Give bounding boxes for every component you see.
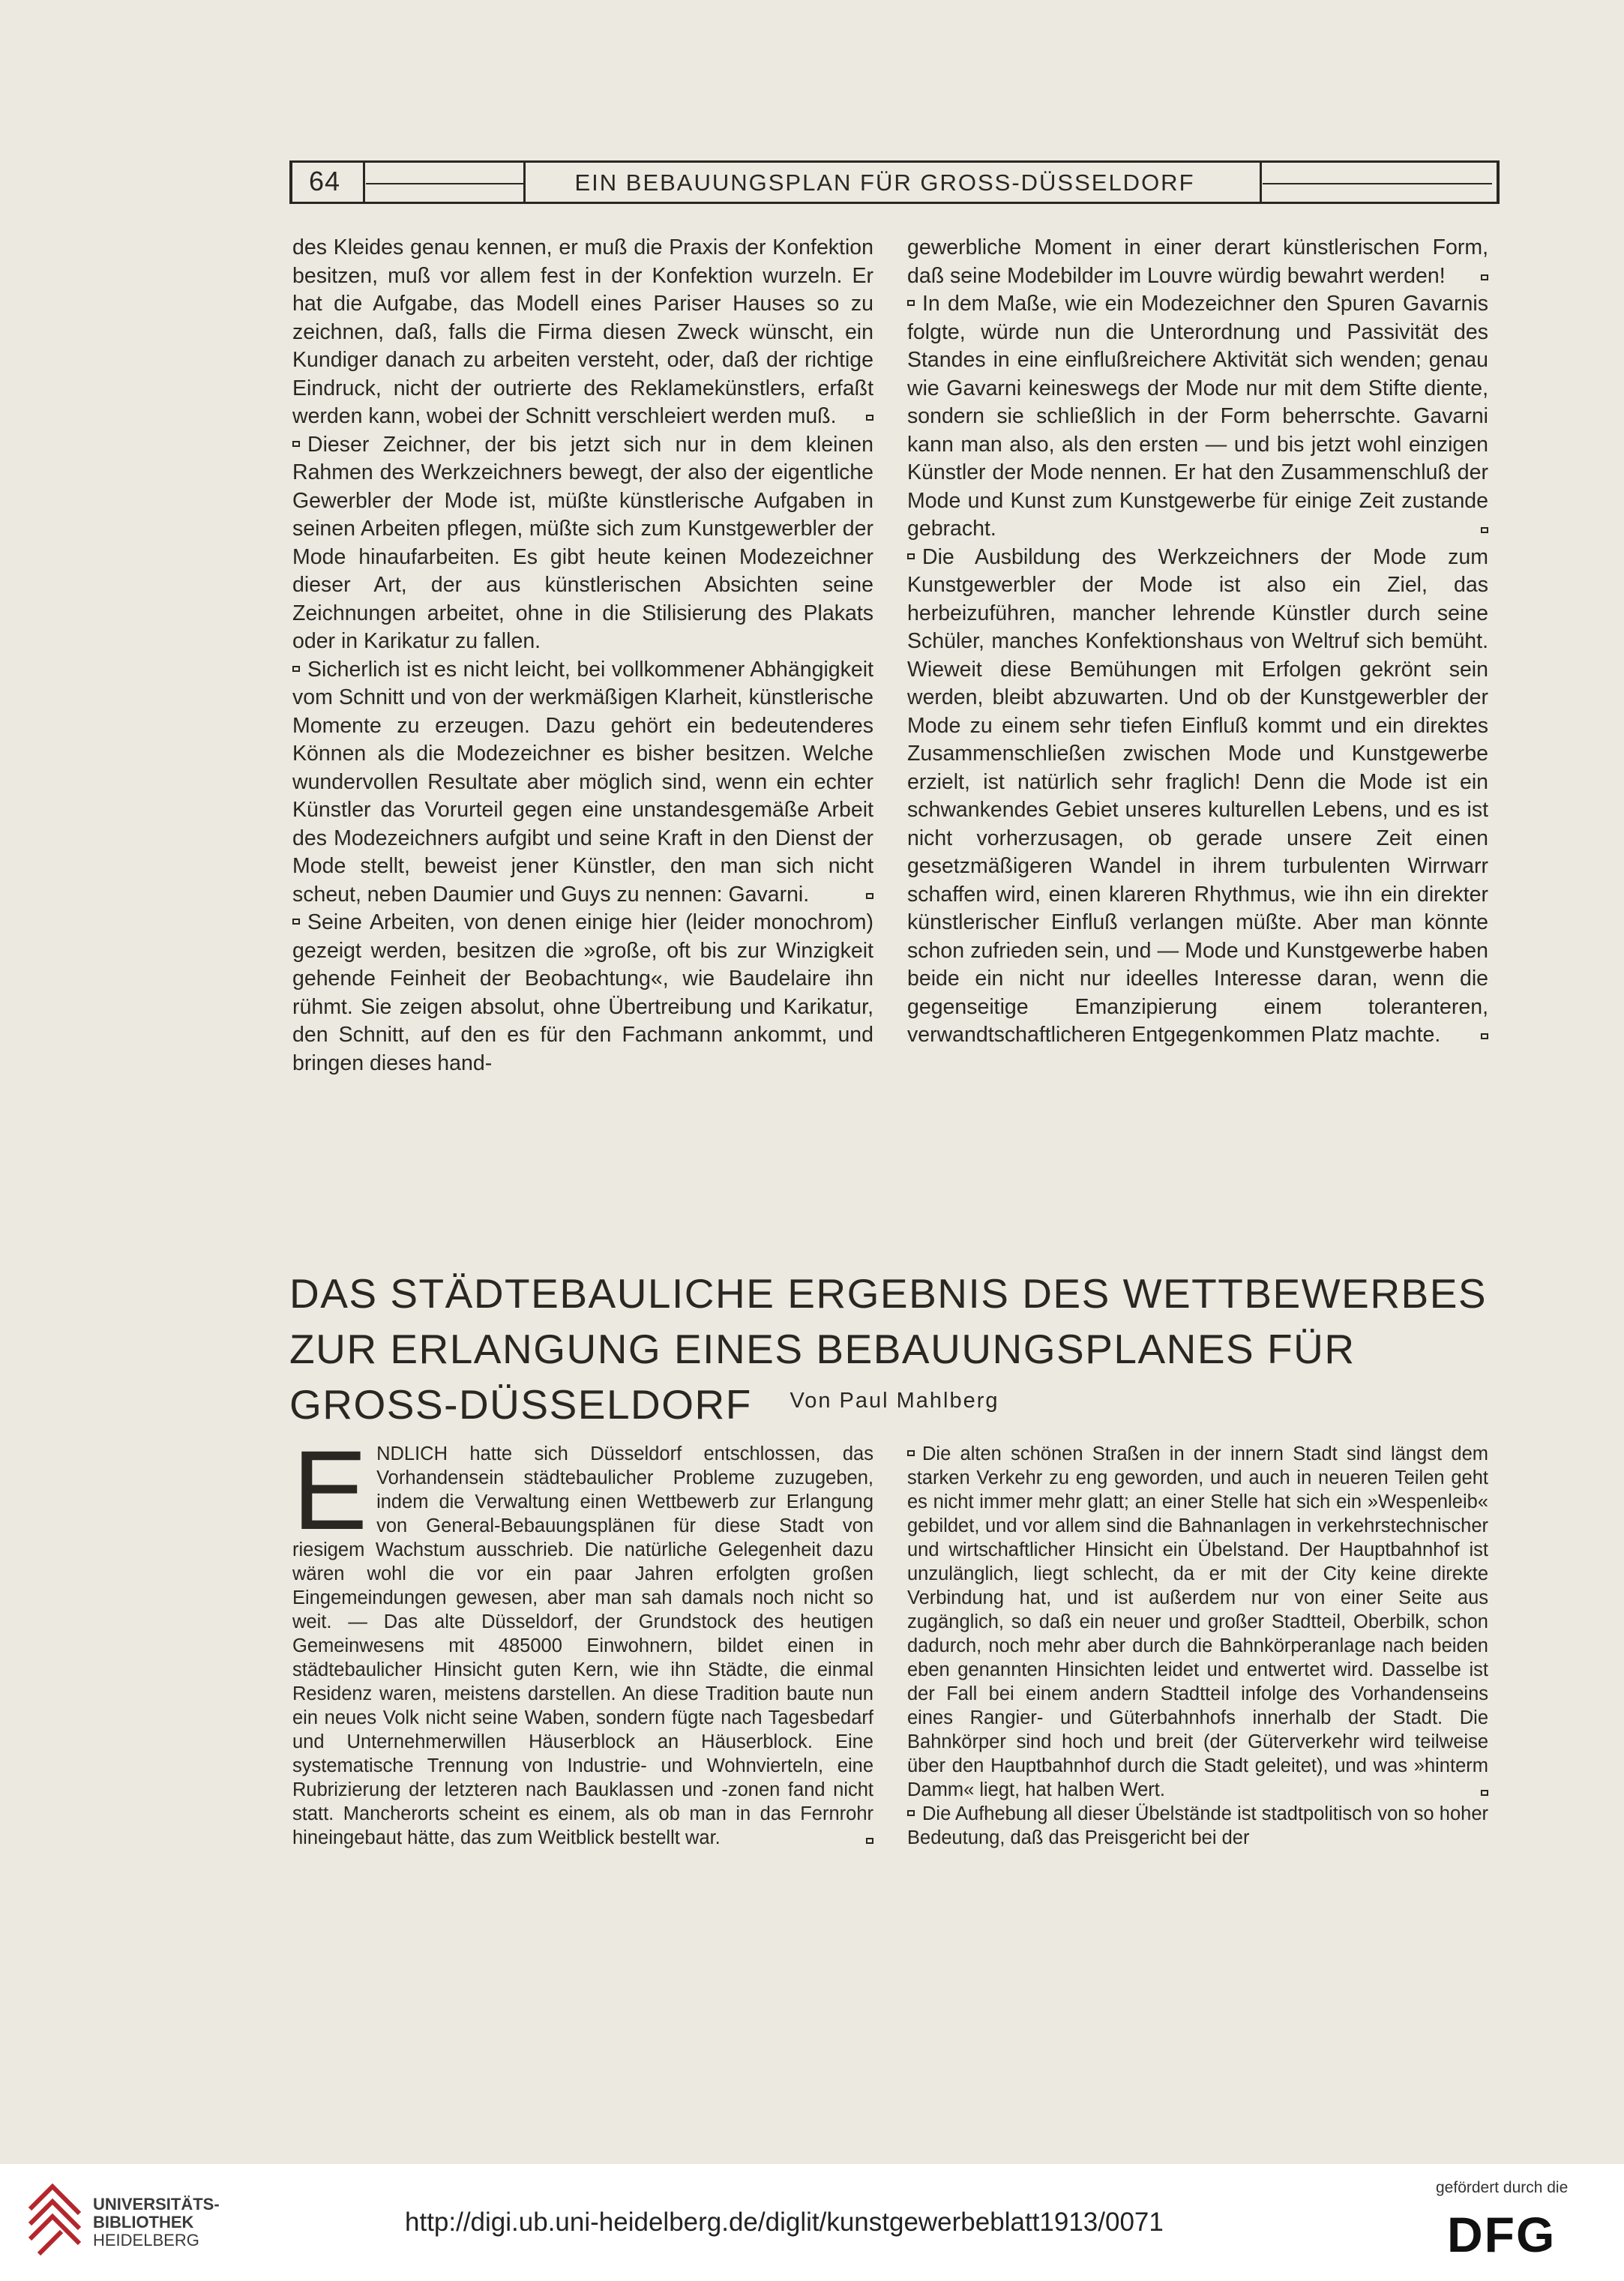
paragraph-mark bbox=[292, 919, 300, 925]
running-title: EIN BEBAUUNGSPLAN FÜR GROSS-DÜSSELDORF bbox=[574, 169, 1195, 196]
paragraph-end-mark bbox=[866, 415, 873, 421]
digitization-footer bbox=[0, 2164, 1624, 2281]
text-column-left bbox=[292, 234, 873, 1078]
header-divider bbox=[1260, 163, 1262, 202]
library-logo-icon bbox=[22, 2179, 87, 2262]
paragraph-end-mark bbox=[1481, 274, 1488, 280]
paragraph: Die Aufhebung all dieser Übelstände ist stadtpolitisch von so hoher Bedeutung, daß das Preisgericht bei der bbox=[907, 1803, 1488, 1848]
paragraph: gewerbliche Moment in einer derart künstlerischen Form, daß seine Modebilder im Louvre würdig bewahrt werden! bbox=[907, 235, 1488, 288]
library-name: UNIVERSITÄTS- BIBLIOTHEK HEIDELBERG bbox=[93, 2195, 220, 2250]
paragraph: des Kleides genau kennen, er muß die Praxis der Konfektion besitzen, muß vor allem fest in der Konfektion wurzeln. Er hat die Aufgabe, das Modell eines Pariser Hauses so zu zeichnen, daß, falls die Firma diesen Zweck wünscht, ein Kundiger danach zu arbeiten versteht, oder, daß der richtige Eindruck, nicht der outrierte des Reklamekünstlers, erfaßt werden kann, wobei der Schnitt verschleiert werden muß. bbox=[292, 235, 873, 428]
paragraph-end-mark bbox=[1481, 1033, 1488, 1039]
paragraph-mark bbox=[907, 1810, 915, 1816]
paragraph-mark bbox=[292, 666, 300, 672]
paragraph-end-mark bbox=[1481, 527, 1488, 533]
article-title: DAS STÄDTEBAULICHE ERGEBNIS DES WETTBEWERBES ZUR ERLANGUNG EINES BEBAUUNGSPLANES FÜR GROSS-DÜSSELDORF bbox=[289, 1270, 1488, 1428]
paragraph: Sicherlich ist es nicht leicht, bei vollkommener Abhängigkeit vom Schnitt und von der werkmäßigen Klarheit, künstlerische Momente zu erzeugen. Dazu gehört ein bedeutenderes Können als die Modezeichner es bisher besitzen. Welche wundervollen Resultate aber möglich sind, wenn ein echter Künstler das Vorurteil gegen eine unstandesgemäße Arbeit des Modezeichners aufgibt und seine Kraft in den Dienst der Mode stellt, beweist jener Künstler, den man sich nicht scheut, neben Daumier und Guys zu nennen: Gavarni. bbox=[292, 657, 873, 907]
page-number: 64 bbox=[309, 166, 341, 196]
paragraph: Die alten schönen Straßen in der innern Stadt sind längst dem starken Verkehr zu eng geworden, und auch in neueren Teilen geht es nicht immer mehr glatt; an einer Stelle hat sich ein »Wespenleib« gebildet, und vor allem sind die Bahnanlagen in verkehrstechnischer und wirtschaftlicher Hinsicht ein Übelstand. Der Hauptbahnhof ist unzulänglich, liegt schlecht, da er mit der City keine direkte Verbindung hat, und ist außerdem nur von einer Seite aus zugänglich, so daß ein neuer und großer Stadtteil, Oberbilk, schon dadurch, noch mehr aber durch die Bahnkörperanlage nach beiden eben genannten Hinsichten leidet und entwertet wird. Dasselbe ist der Fall bei einem andern Stadtteil infolge des Vorhandenseins eines Rangier- und Güterbahnhofs innerhalb der Stadt. Die Bahnkörper sind hoch und breit (der Güterverkehr wird teilweise über den Hauptbahnhof durch die Stadt geleitet), und was »hinterm Damm« liegt, hat halben Wert. bbox=[907, 1443, 1488, 1800]
drop-cap: E bbox=[292, 1427, 368, 1553]
paragraph-end-mark bbox=[866, 1838, 873, 1844]
paragraph-mark bbox=[292, 441, 300, 447]
header-rule-right bbox=[1263, 183, 1492, 184]
header-rule-left bbox=[366, 183, 525, 184]
paragraph-mark bbox=[907, 553, 915, 559]
paragraph-end-mark bbox=[1481, 1790, 1488, 1796]
dfg-logo: DFG bbox=[1447, 2207, 1557, 2262]
paragraph: Dieser Zeichner, der bis jetzt sich nur in dem kleinen Rahmen des Werkzeichners bewegt, der also der eigentliche Gewerbler der Mode ist, müßte künstlerische Aufgaben in seinen Arbeiten pflegen, müßte sich zum Kunstgewerbler der Mode hinaufarbeiten. Es gibt heute keinen Modezeichner dieser Art, der aus künstlerischen Absichten seine Zeichnungen arbeitet, ohne in die Stilisierung des Plakats oder in Karikatur zu fallen. bbox=[292, 432, 873, 653]
article-byline: Von Paul Mahlberg bbox=[790, 1389, 999, 1413]
header-divider bbox=[363, 163, 365, 202]
paragraph-mark bbox=[907, 300, 915, 306]
paragraph: In dem Maße, wie ein Modezeichner den Spuren Gavarnis folgte, würde nun die Unterordnung und Passivität des Standes in eine einflußreichere Aktivität sich wenden; genau wie Gavarni keineswegs der Mode nur mit dem Stifte diente, sondern sie schließlich in der Form beherrschte. Gavarni kann man also, als den ersten — und bis jetzt wohl einzigen Künstler der Mode nennen. Er hat den Zusammenschluß der Mode und Kunst zum Kunstgewerbe für einige Zeit zustande gebracht. bbox=[907, 292, 1488, 541]
paragraph: ENDLICH hatte sich Düsseldorf entschlossen, das Vorhandensein städtebaulicher Probleme zuzugeben, indem die Verwaltung einen Wettbewerb zur Erlangung von General-Bebauungsplänen für diese Stadt von riesigem Wachstum ausschrieb. Die natürliche Gelegenheit dazu wären wohl die vor ein paar Jahren erfolgten großen Eingemeindungen gewesen, aber man sah damals noch nicht so weit. — Das alte Düsseldorf, der Grundstock des heutigen Gemeinwesens mit 485000 Einwohnern, bildet einen in städtebaulicher Hinsicht guten Kern, wie ihn Städte, die einmal Residenz waren, meistens darstellen. An diese Tradition baute nun ein neues Volk nicht seine Waben, sondern fügte nach Tagesbedarf und Unternehmerwillen Häuserblock an Häuserblock. Eine systematische Trennung von Industrie- und Wohnvierteln, eine Rubrizierung der letzteren nach Bauklassen und -zonen fand nicht statt. Mancherorts scheint es einem, als ob man in das Fernrohr hineingebaut hätte, das zum Weitblick bestellt war. bbox=[292, 1427, 873, 1848]
funding-note: gefördert durch die bbox=[1436, 2179, 1569, 2196]
paragraph-mark bbox=[907, 1450, 915, 1456]
running-header bbox=[289, 160, 1500, 204]
article-column-right bbox=[907, 1442, 1488, 1850]
text-column-right bbox=[907, 234, 1488, 1050]
article-column-left bbox=[292, 1427, 873, 1850]
paragraph: Seine Arbeiten, von denen einige hier (leider monochrom) gezeigt werden, besitzen die »große, oft bis zur Winzigkeit gehende Feinheit der Beobachtung«, wie Baudelaire ihn rühmt. Sie zeigen absolut, ohne Übertreibung und Karikatur, den Schnitt, auf den es für den Fachmann ankommt, und bringen dieses hand- bbox=[292, 910, 873, 1075]
paragraph: Die Ausbildung des Werkzeichners der Mode zum Kunstgewerbler der Mode ist also ein Ziel, das herbeizuführen, mancher lehrende Künstler durch seine Schüler, manches Konfektionshaus von Weltruf sich bemüht. Wieweit diese Bemühungen mit Erfolgen gekrönt sein werden, bleibt abzuwarten. Und ob der Kunstgewerbler der Mode zu einem sehr tiefen Einfluß kommt und ein direktes Zusammenschließen zwischen Mode und Kunstgewerbe erzielt, ist natürlich sehr fraglich! Denn die Mode ist ein schwankendes Gebiet unseres kulturellen Lebens, und es ist nicht vorherzusagen, ob gerade unsere Zeit einen gesetzmäßigeren Wandel in ihrem turbulenten Wirrwarr schaffen wird, einen klareren Rhythmus, wie ihn ein direkter künstlerischer Einfluß verlangen müßte. Aber man könnte schon zufrieden sein, und — Mode und Kunstgewerbe haben beide ein nicht nur ideelles Interesse daran, wenn die gegenseitige Emanzipierung einem toleranteren, verwandtschaftlicheren Entgegenkommen Platz machte. bbox=[907, 544, 1488, 1047]
paragraph-end-mark bbox=[866, 893, 873, 899]
digital-copy-link[interactable]: http://digi.ub.uni-heidelberg.de/diglit/kunstgewerbeblatt1913/0071 bbox=[405, 2208, 1164, 2237]
